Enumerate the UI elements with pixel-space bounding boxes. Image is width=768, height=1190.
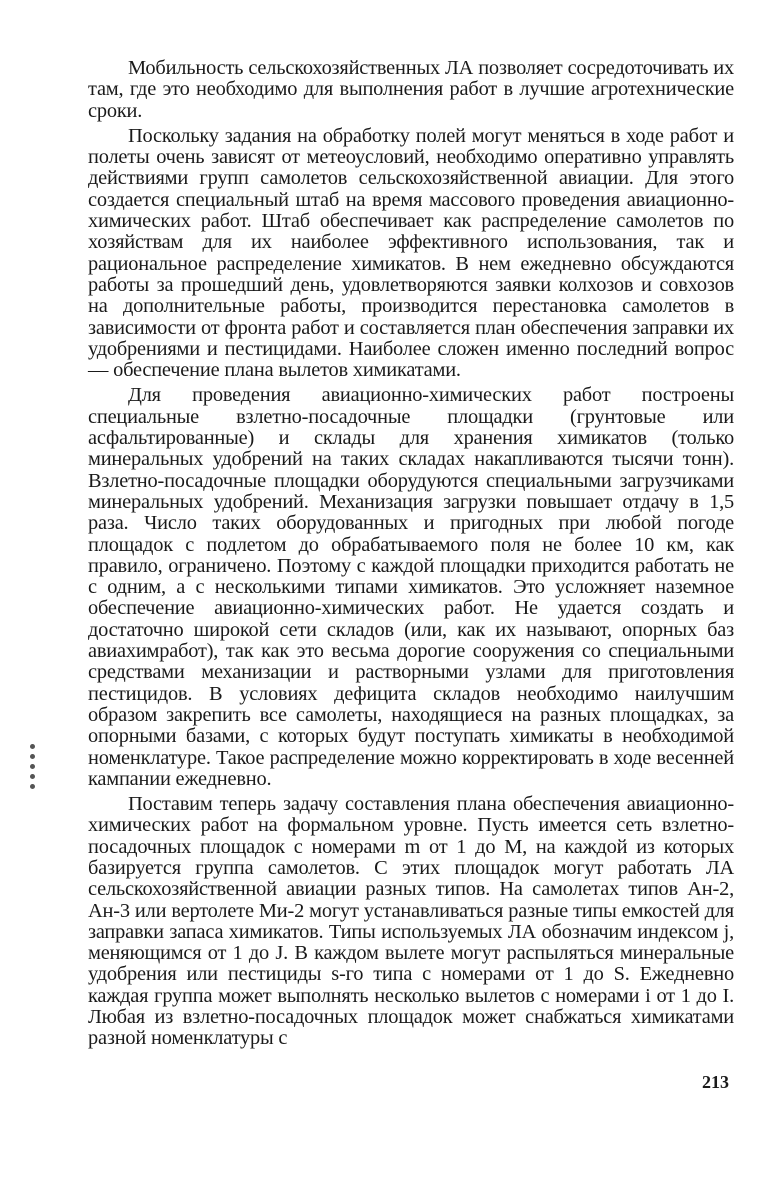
- page-number: 213: [702, 1072, 729, 1092]
- paragraph-operational-management: Поскольку задания на обработку полей могут меняться в ходе работ и полеты очень зависят от метеоусловий, необходимо оперативно управлять действиями групп самолетов сельскохозяйственной авиации. Для этого создается специальный штаб на время массового проведения авиационно-химических работ. Штаб обеспечивает как распределение самолетов по хозяйствам для их наиболее эффективного использования, так и рациональное распределение химикатов. В нем ежедневно обсуждаются работы за прошедший день, удовлетворяются заявки колхозов и совхозов на дополнительные работы, производится перестановка самолетов в зависимости от фронта работ и составляется план обеспечения заправки их удобрениями и пестицидами. Наиболее сложен именно последний вопрос — обеспечение плана вылетов химикатами.: [88, 124, 734, 382]
- paragraph-landing-sites: Для проведения авиационно-химических работ построены специальные взлетно-посадочные площадки (грунтовые или асфальтированные) и склады для хранения химикатов (только минеральных удобрений на таких складах накапливаются тысячи тонн). Взлетно-посадочные площадки оборудуются специальными загрузчиками минеральных удобрений. Механизация загрузки повышает отдачу в 1,5 раза. Число таких оборудованных и пригодных при любой погоде площадок с подлетом до обрабатываемого поля не более 10 км, как правило, ограничено. Поэтому с каждой площадки приходится работать не с одним, а с несколькими типами химикатов. Это усложняет наземное обеспечение авиационно-химических работ. Не удается создать и достаточно широкой сети складов (или, как их называют, опорных баз авиахимработ), так как это весьма дорогие сооружения со специальными средствами механизации и растворными узлами для приготовления пестицидов. В условиях дефицита складов необходимо наилучшим образом закрепить все самолеты, находящиеся на разных площадках, за опорными базами, с которых будут поступать химикаты в необходимой номенклатуре. Такое распределение можно корректировать в ходе весенней кампании ежедневно.: [88, 384, 734, 790]
- page-body: [88, 58, 734, 1050]
- margin-dots-mark: [29, 744, 37, 794]
- paragraph-mobility: Мобильность сельскохозяйственных ЛА позволяет сосредоточивать их там, где это необходимо для выполнения работ в лучшие агротехнические сроки.: [88, 57, 734, 122]
- paragraph-formal-problem: Поставим теперь задачу составления плана обеспечения авиационно-химических работ на формальном уровне. Пусть имеется сеть взлетно-посадочных площадок с номерами m от 1 до M, на каждой из которых базируется группа самолетов. С этих площадок могут работать ЛА сельскохозяйственной авиации разных типов. На самолетах типов Ан-2, Ан-3 или вертолете Ми-2 могут устанавливаться разные типы емкостей для заправки запаса химикатов. Типы используемых ЛА обозначим индексом j, меняющимся от 1 до J. В каждом вылете могут распыляться минеральные удобрения или пестициды s-го типа с номерами от 1 до S. Ежедневно каждая группа может выполнять несколько вылетов с номерами i от 1 до I. Любая из взлетно-посадочных площадок может снабжаться химикатами разной номенклатуры с: [88, 793, 734, 1050]
